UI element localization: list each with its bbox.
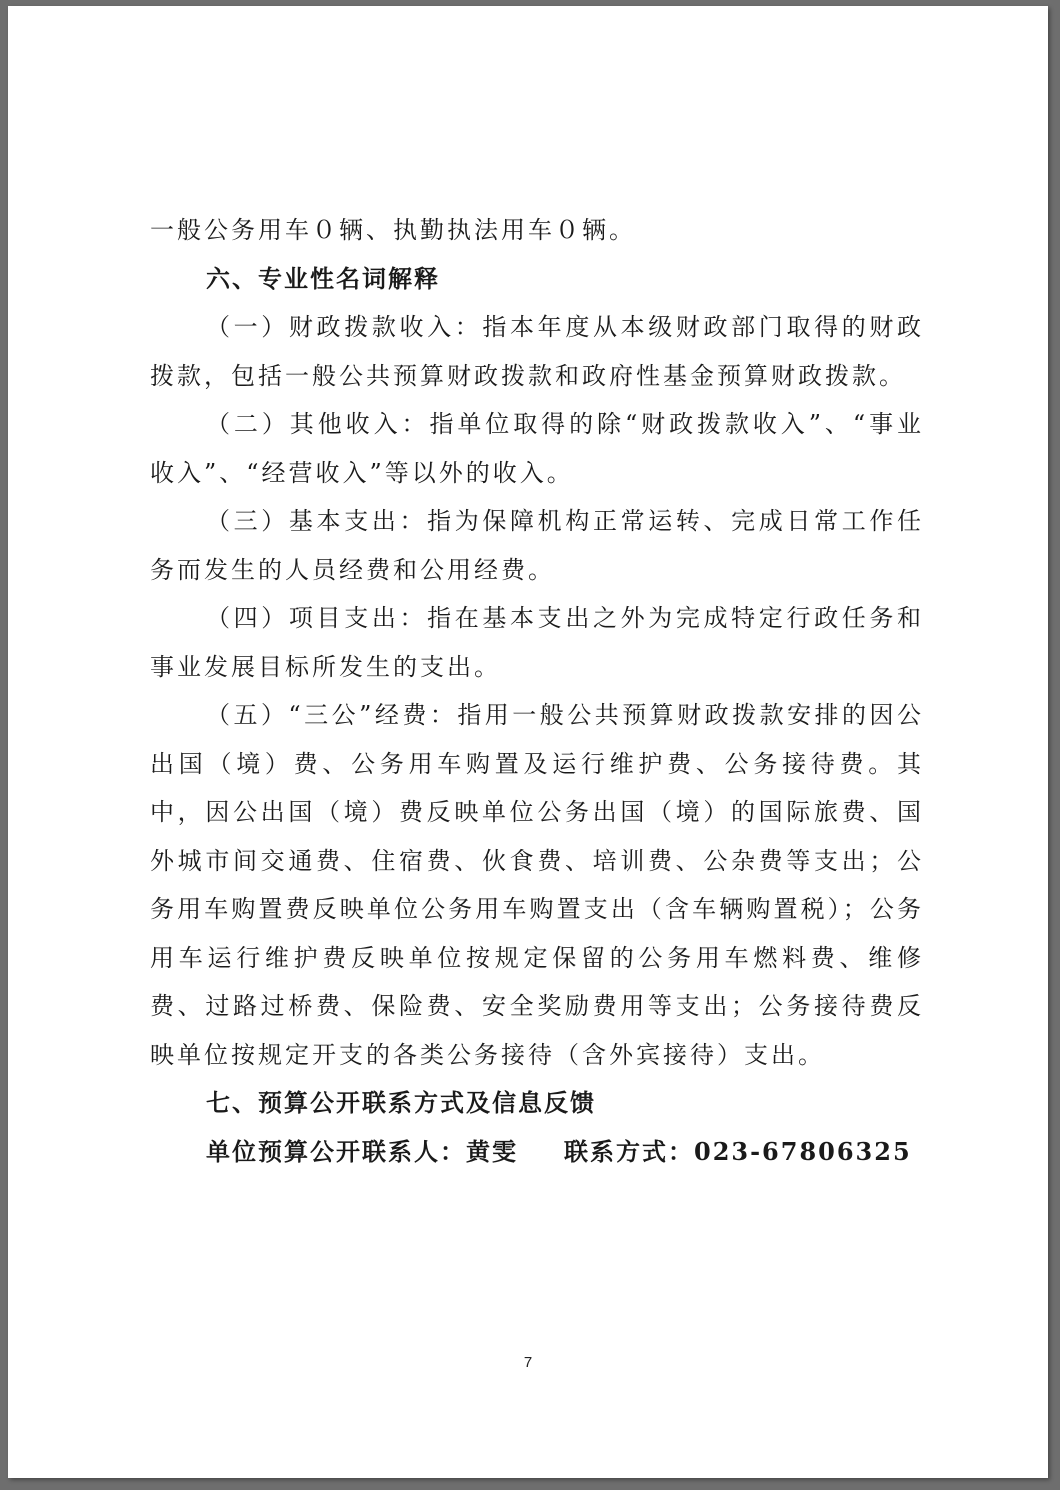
definition-1: （一）财政拨款收入：指本年度从本级财政部门取得的财政拨款，包括一般公共预算财政拨款和政府性基金预算财政拨款。 <box>150 313 924 390</box>
definition-5: （五）“三公”经费：指用一般公共预算财政拨款安排的因公出国（境）费、公务用车购置及运行维护费、公务接待费。其中，因公出国（境）费反映单位公务出国（境）的国际旅费、国外城市间交通费、住宿费、伙食费、培训费、公杂费等支出；公务用车购置费反映单位公务用车购置支出（含车辆购置税）；公务用车运行维护费反映单位按规定保留的公务用车燃料费、维修费、过路过桥费、保险费、安全奖励费用等支出；公务接待费反映单位按规定开支的各类公务接待（含外宾接待）支出。 <box>150 701 924 1069</box>
contact-person: 单位预算公开联系人：黄雯 <box>206 1136 518 1166</box>
page-body <box>150 206 924 1176</box>
contact-line <box>150 1128 924 1177</box>
section-heading-6: 六、专业性名词解释 <box>206 264 440 293</box>
definition-3: （三）基本支出：指为保障机构正常运转、完成日常工作任务而发生的人员经费和公用经费。 <box>150 507 924 584</box>
vehicle-paragraph: 一般公务用车０辆、执勤执法用车０辆。 <box>150 216 636 244</box>
page-number: 7 <box>523 1354 533 1371</box>
definition-2: （二）其他收入：指单位取得的除“财政拨款收入”、“事业收入”、“经营收入”等以外的收入。 <box>150 410 924 487</box>
contact-method: 联系方式：023-67806325 <box>564 1136 912 1166</box>
definition-4: （四）项目支出：指在基本支出之外为完成特定行政任务和事业发展目标所发生的支出。 <box>150 604 924 681</box>
section-heading-7: 七、预算公开联系方式及信息反馈 <box>206 1089 596 1117</box>
document-page <box>8 6 1048 1478</box>
